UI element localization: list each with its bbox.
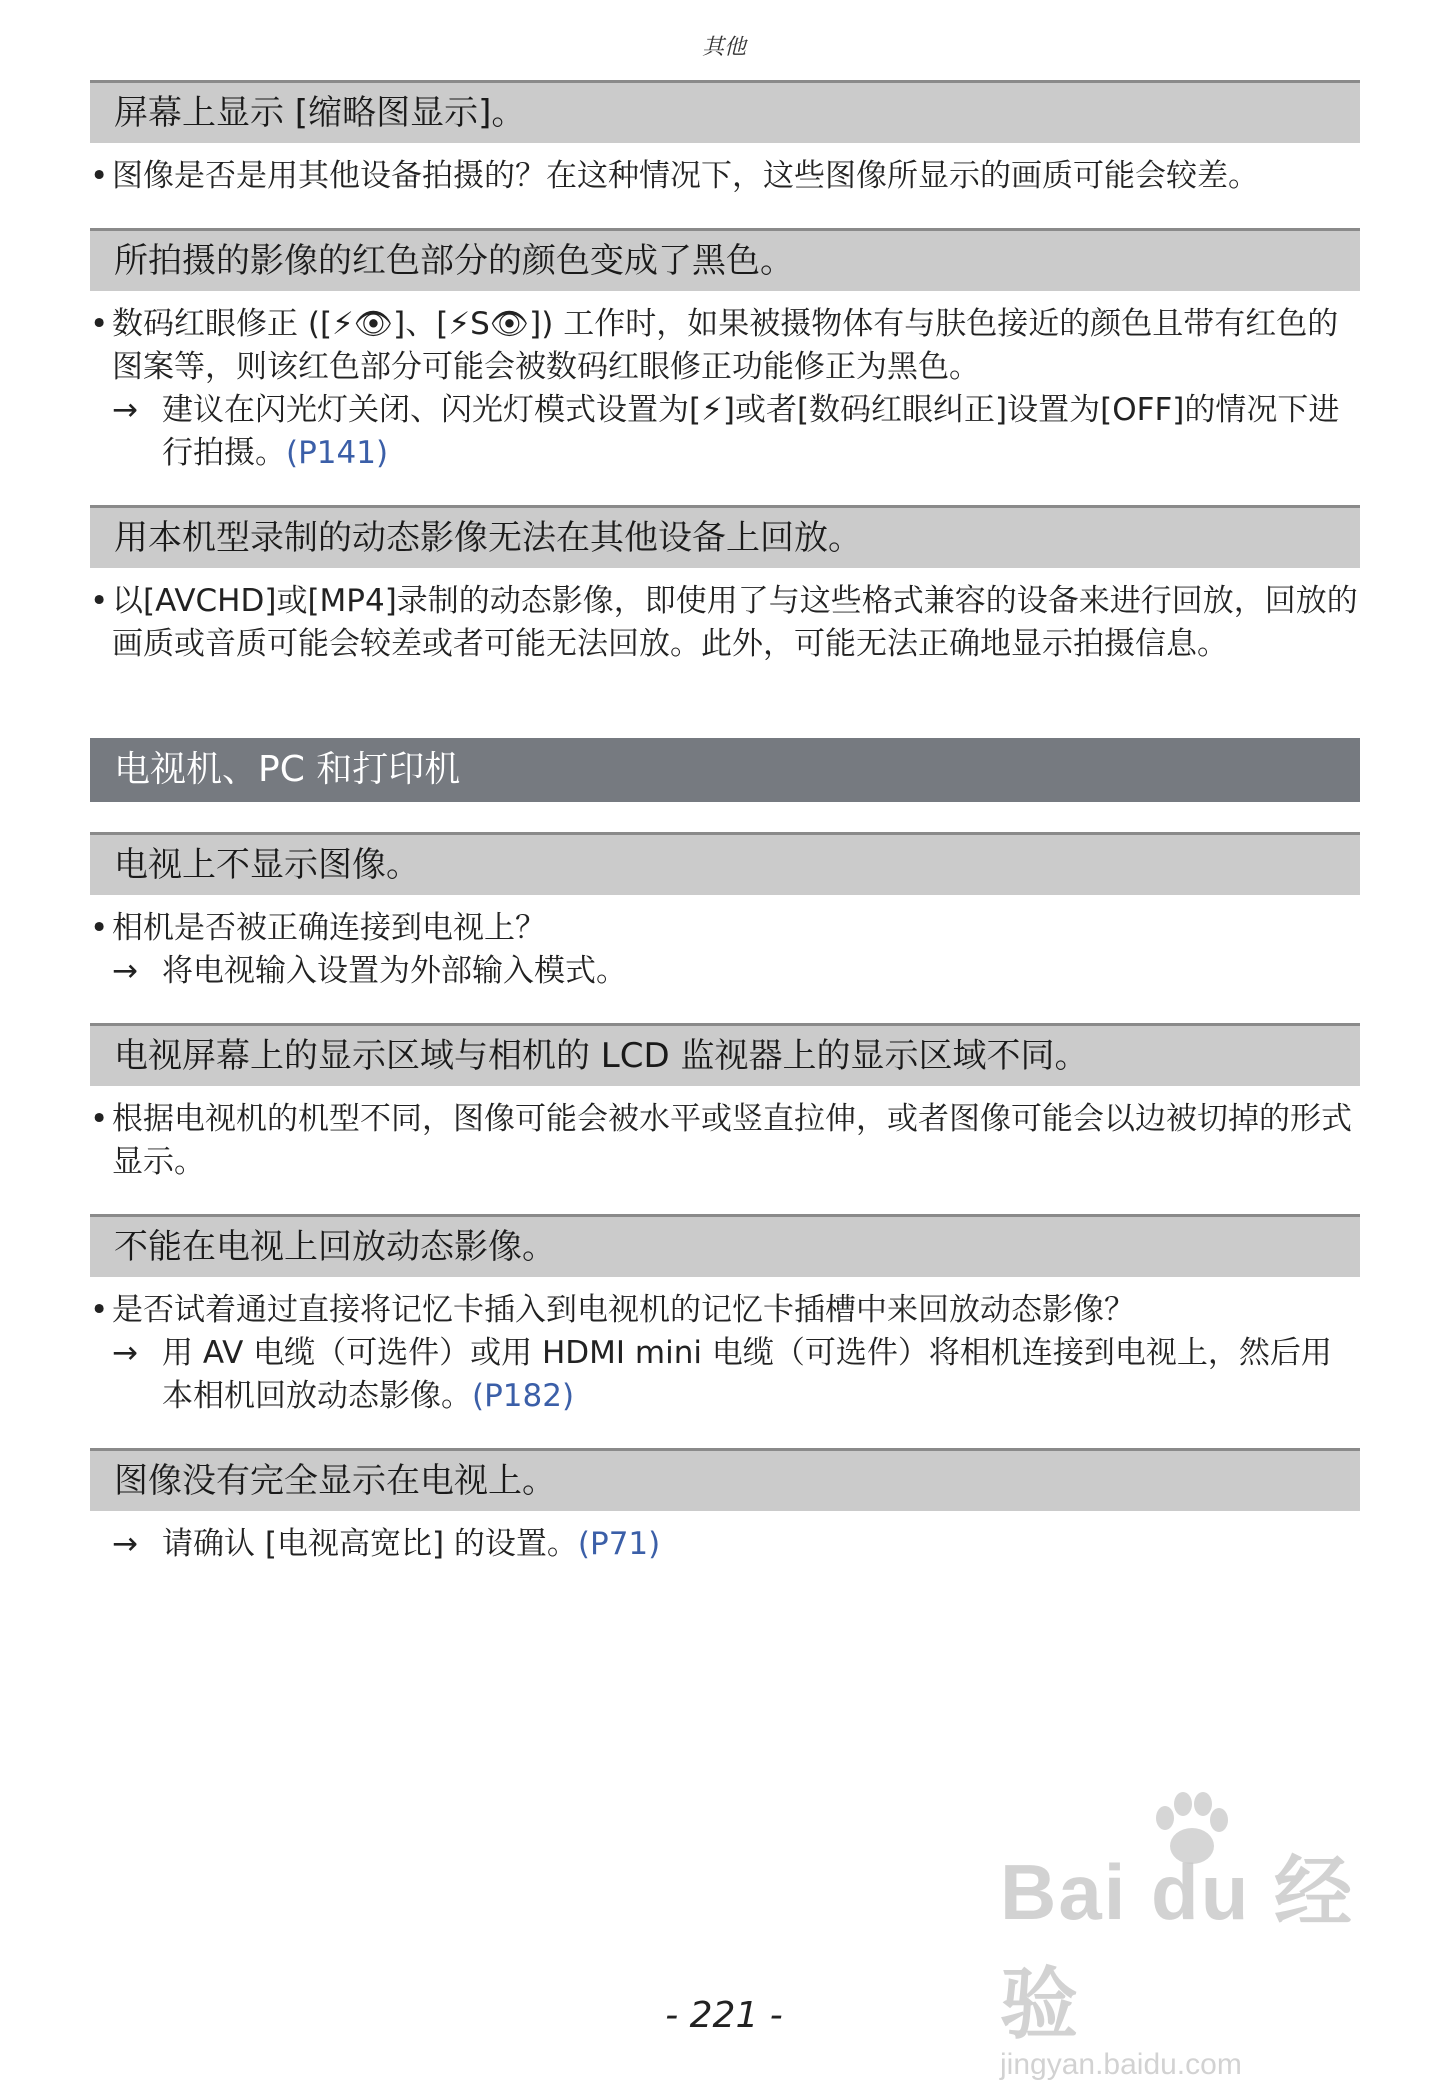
bullet-text: 图像是否是用其他设备拍摄的？在这种情况下，这些图像所显示的画质可能会较差。 bbox=[112, 158, 1259, 194]
bullet-text: 相机是否被正确连接到电视上？ bbox=[112, 910, 546, 946]
page-reference-link[interactable]: (P141) bbox=[286, 435, 389, 471]
baidu-watermark bbox=[1000, 1830, 1380, 2081]
arrow-item bbox=[90, 950, 1360, 993]
bullet-dot: • bbox=[90, 158, 109, 194]
bullet-item bbox=[90, 303, 1360, 389]
question-heading: 所拍摄的影像的红色部分的颜色变成了黑色。 bbox=[90, 228, 1360, 291]
question-heading: 电视上不显示图像。 bbox=[90, 832, 1360, 895]
bullet-dot: • bbox=[90, 1101, 109, 1137]
arrow-text: 将电视输入设置为外部输入模式。 bbox=[162, 953, 627, 989]
arrow-text: 建议在闪光灯关闭、闪光灯模式设置为[⚡]或者[数码红眼纠正]设置为[OFF]的情况下进行拍摄。 bbox=[162, 392, 1340, 471]
arrow-icon: → bbox=[112, 953, 138, 989]
watermark-logo: Bai du 经验 bbox=[1000, 1848, 1355, 2048]
arrow-icon: → bbox=[112, 1526, 138, 1562]
question-heading: 图像没有完全显示在电视上。 bbox=[90, 1448, 1360, 1511]
bullet-dot: • bbox=[90, 583, 109, 619]
arrow-item bbox=[90, 1523, 1360, 1566]
question-heading: 屏幕上显示 [缩略图显示]。 bbox=[90, 80, 1360, 143]
bullet-item bbox=[90, 580, 1360, 666]
page-reference-link[interactable]: (P182) bbox=[472, 1378, 575, 1414]
section-heading: 电视机、PC 和打印机 bbox=[90, 738, 1360, 802]
bullet-item bbox=[90, 155, 1360, 198]
bullet-item bbox=[90, 1289, 1360, 1332]
bullet-dot: • bbox=[90, 306, 109, 342]
bullet-item bbox=[90, 907, 1360, 950]
question-heading: 用本机型录制的动态影像无法在其他设备上回放。 bbox=[90, 505, 1360, 568]
question-heading: 不能在电视上回放动态影像。 bbox=[90, 1214, 1360, 1277]
arrow-item bbox=[90, 389, 1360, 475]
arrow-text: 用 AV 电缆（可选件）或用 HDMI mini 电缆（可选件）将相机连接到电视上，然后用本相机回放动态影像。 bbox=[162, 1335, 1332, 1414]
page-reference-link[interactable]: (P71) bbox=[577, 1526, 661, 1562]
arrow-icon: → bbox=[112, 392, 138, 428]
bullet-text: 根据电视机的机型不同，图像可能会被水平或竖直拉伸，或者图像可能会以边被切掉的形式显示。 bbox=[112, 1101, 1352, 1180]
page-content bbox=[90, 80, 1360, 1566]
arrow-text: 请确认 [电视高宽比] 的设置。 bbox=[162, 1526, 578, 1562]
question-heading: 电视屏幕上的显示区域与相机的 LCD 监视器上的显示区域不同。 bbox=[90, 1023, 1360, 1086]
arrow-icon: → bbox=[112, 1335, 138, 1371]
bullet-item bbox=[90, 1098, 1360, 1184]
watermark-url: jingyan.baidu.com bbox=[1000, 2048, 1242, 2081]
bullet-dot: • bbox=[90, 1292, 109, 1328]
running-header: 其他 bbox=[701, 35, 746, 60]
bullet-text: 以[AVCHD]或[MP4]录制的动态影像，即使用了与这些格式兼容的设备来进行回放，回放的画质或音质可能会较差或者可能无法回放。此外，可能无法正确地显示拍摄信息。 bbox=[112, 583, 1358, 662]
bullet-dot: • bbox=[90, 910, 109, 946]
bullet-text: 数码红眼修正 ([⚡👁]、[⚡S👁]) 工作时，如果被摄物体有与肤色接近的颜色且带有红色的图案等，则该红色部分可能会被数码红眼修正功能修正为黑色。 bbox=[112, 306, 1339, 385]
bullet-text: 是否试着通过直接将记忆卡插入到电视机的记忆卡插槽中来回放动态影像？ bbox=[112, 1292, 1135, 1328]
arrow-item bbox=[90, 1332, 1360, 1418]
page-number: - 221 - bbox=[665, 1995, 783, 2036]
